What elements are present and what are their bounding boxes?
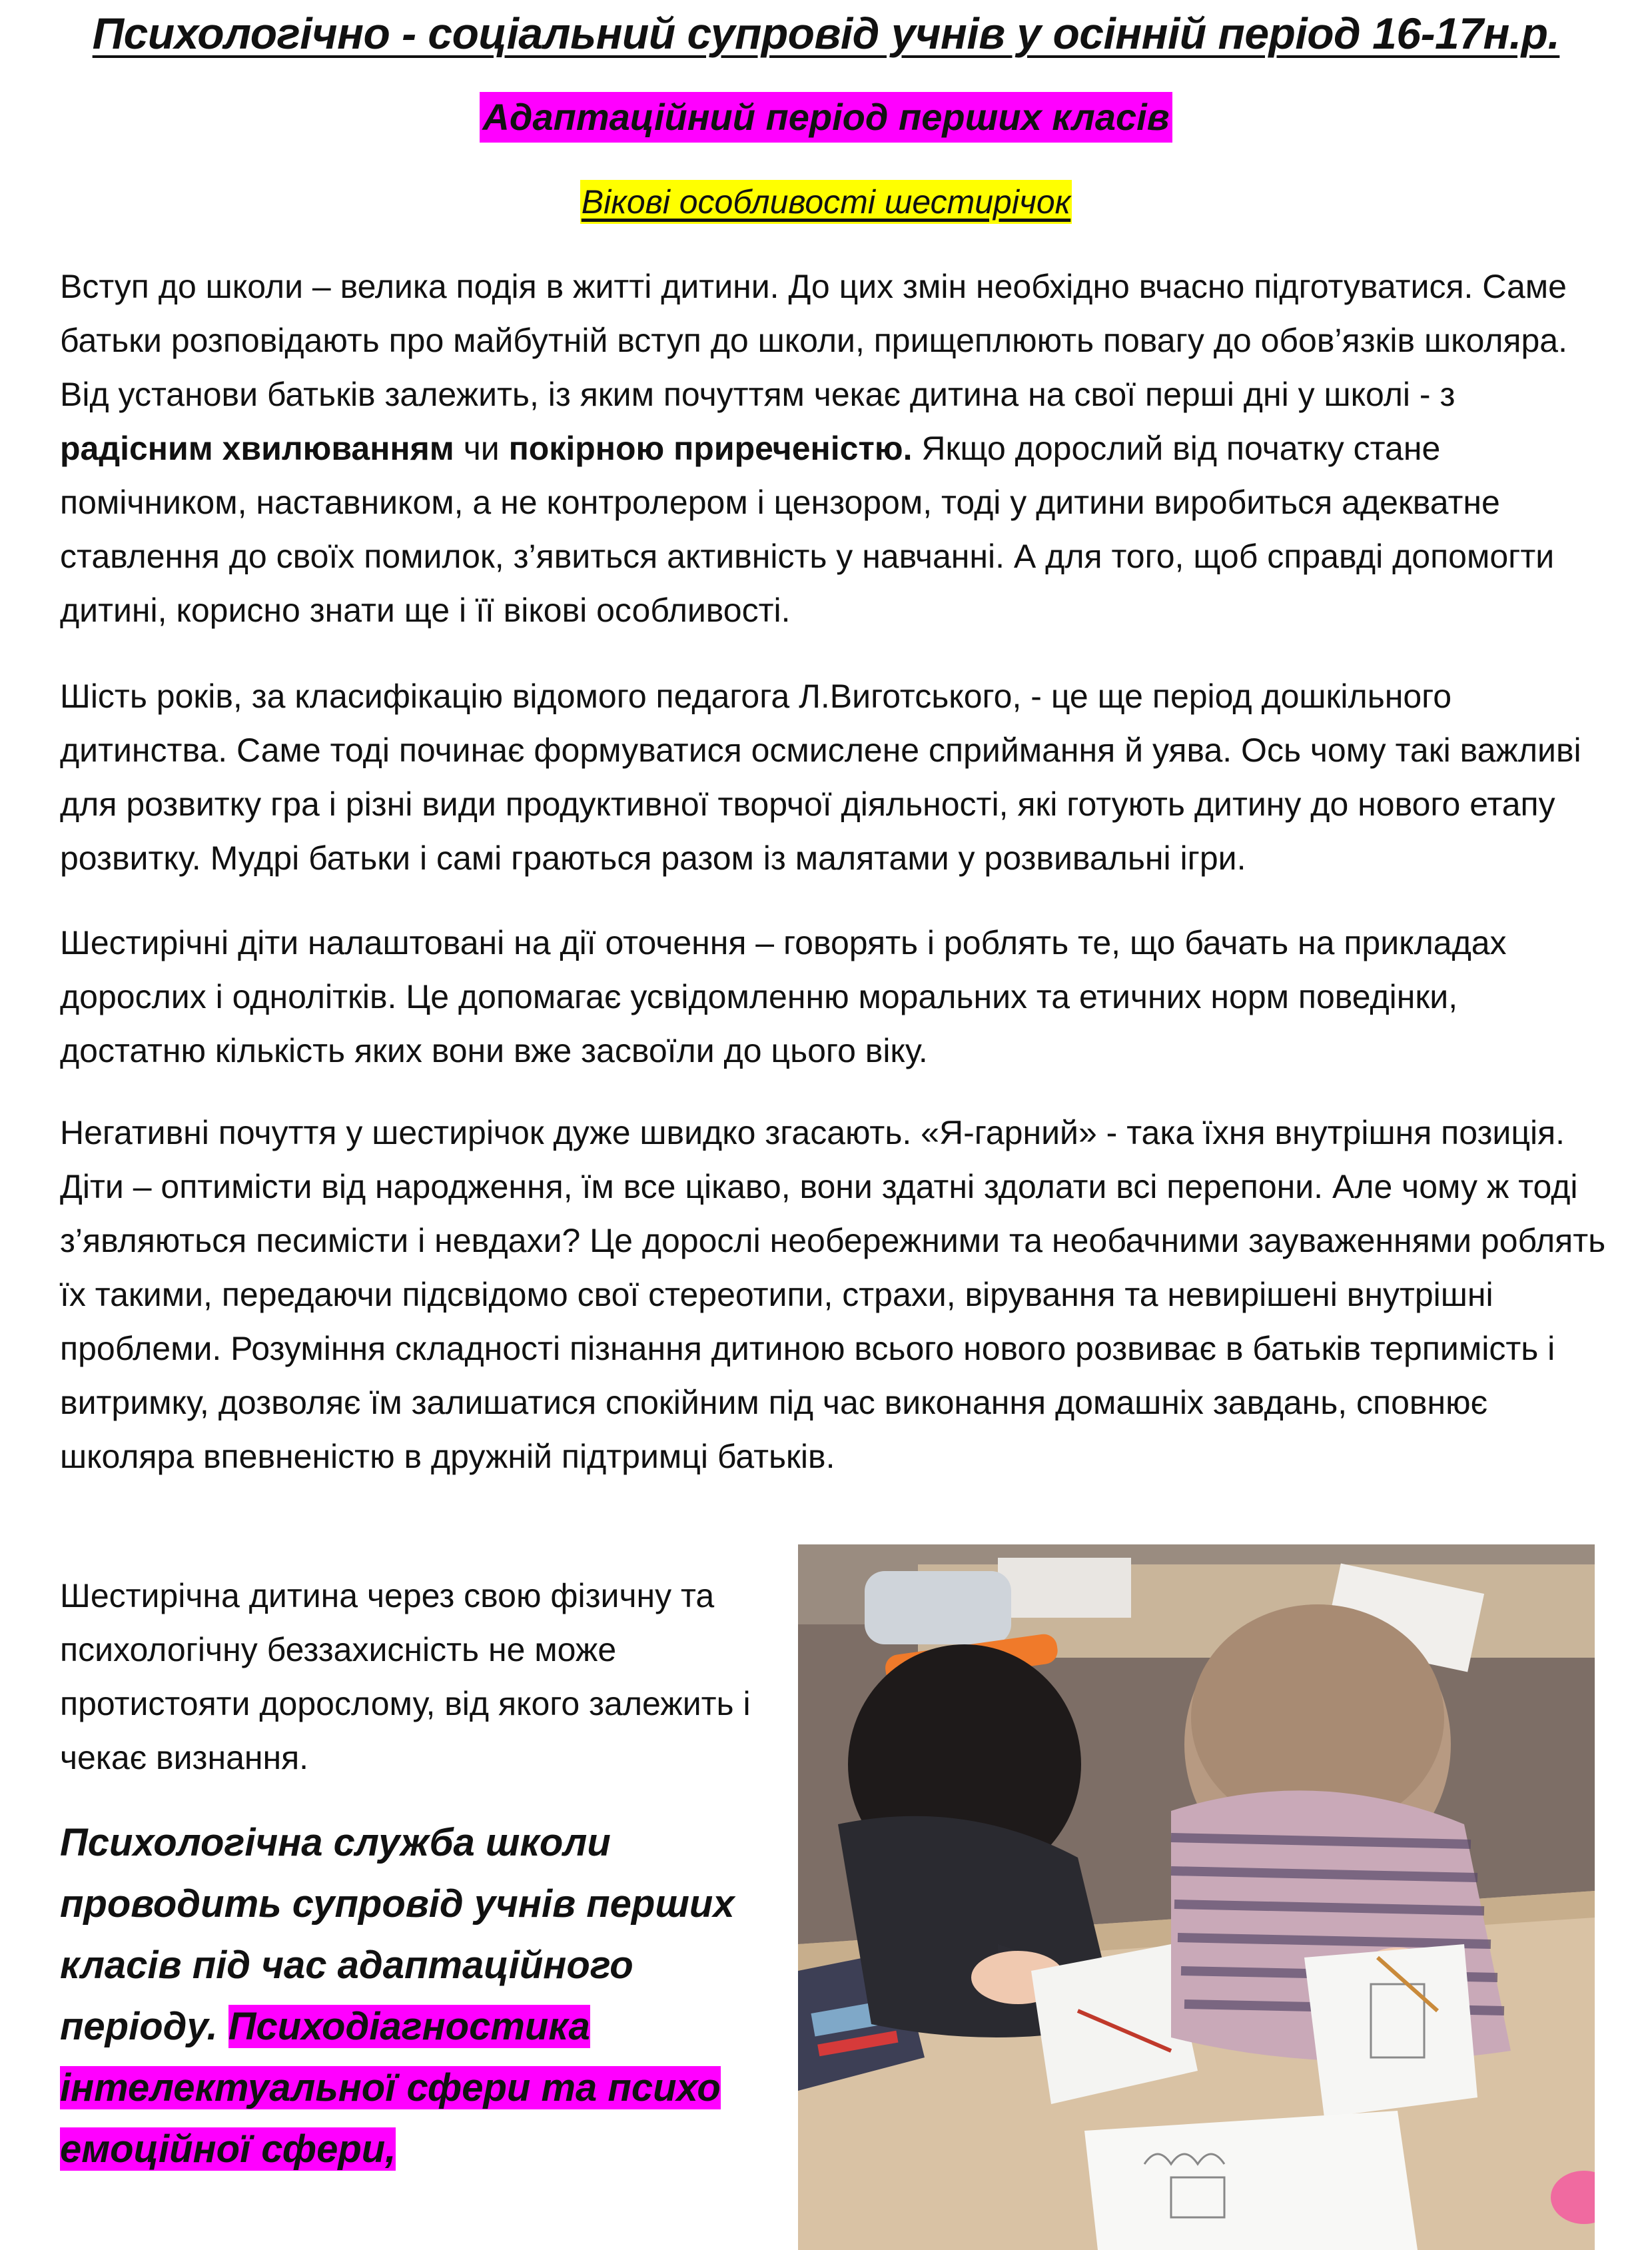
paragraph-negative-feelings: Негативні почуття у шестирічок дуже швидко згасають. «Я-гарний» - така їхня внутрішня позиція. Діти – оптимісти від народження, їм все цікаво, вони здатні здолати всі перепони. Але чому ж тоді з’являються песимісти і невдахи? Це дорослі необережними та необачними зауваженнями роблять їх такими, передаючи підсвідомо свої стереотипи, страхи, вірування та невирішені внутрішні проблеми. Розуміння складності пізнання дитиною всього нового розвиває в батьків терпимість і витримку, дозволяє їм залишатися спокійним під час виконання домашніх завдань, сповнює школяра впевненістю в дружній підтримці батьків. bbox=[60, 1114, 1606, 1475]
page-title: Психологічно - соціальний супровід учнів у осінній період 16-17н.р. bbox=[92, 9, 1560, 58]
bold-phrase-resigned: покірною приреченістю. bbox=[508, 430, 913, 467]
paragraph-intro-part2: чи bbox=[454, 430, 509, 467]
callout-highlight: Психодіагностика інтелектуальної сфери та психо емоційної сфери, bbox=[60, 2005, 721, 2171]
paragraph-intro-part3: Якщо дорослий від початку стане помічником, наставником, а не контролером і цензором, тоді у дитини виробиться адекватне ставлення до своїх помилок, з’явиться активність у навчанні. А для того, щоб справді допомогти дитині, корисно знати ще і її вікові особливості. bbox=[60, 430, 1555, 629]
paragraph-vulnerability: Шестирічна дитина через свою фізичну та психологічну беззахисність не може протистояти дорослому, від якого залежить і чекає визнання. bbox=[60, 1577, 751, 1776]
section-heading-highlighted: Вікові особливості шестирічок bbox=[580, 180, 1072, 224]
classroom-photo bbox=[798, 1544, 1595, 2250]
section-heading-container bbox=[0, 180, 1652, 224]
paragraph-intro bbox=[60, 260, 1612, 638]
subtitle-container bbox=[0, 92, 1652, 143]
subtitle-highlighted: Адаптаційний період перших класів bbox=[480, 92, 1172, 143]
paragraph-intro-part1: Вступ до школи – велика подія в житті дитини. До цих змін необхідно вчасно підготуватися. Саме батьки розповідають про майбутній вступ до школи, прищеплюють повагу до обов’язків школяра. Від установи батьків залежить, із яким почуттям чекає дитина на свої перші дні у школі - з bbox=[60, 268, 1567, 413]
paragraph-vygotsky: Шість років, за класифікацію відомого педагога Л.Виготського, - це ще період дошкільного дитинства. Саме тоді починає формуватися осмислене сприймання й уява. Ось чому такі важливі для розвитку гра і різні види продуктивної творчої діяльності, які готують дитину до нового етапу розвитку. Мудрі батьки і самі граються разом із малятами у розвивальні ігри. bbox=[60, 678, 1581, 877]
bold-phrase-joyful: радісним хвилюванням bbox=[60, 430, 454, 467]
callout-text: Психологічна служба школи проводить супровід учнів перших класів під час адаптаційного періоду. bbox=[60, 1821, 735, 2048]
psych-service-callout bbox=[60, 1812, 779, 2180]
paragraph-imitation: Шестирічні діти налаштовані на дії оточення – говорять і роблять те, що бачать на прикладах дорослих і однолітків. Це допомагає усвідомленню моральних та етичних норм поведінки, достатню кількість яких вони вже засвоїли до цього віку. bbox=[60, 924, 1507, 1069]
classroom-photo-illustration bbox=[798, 1544, 1595, 2250]
